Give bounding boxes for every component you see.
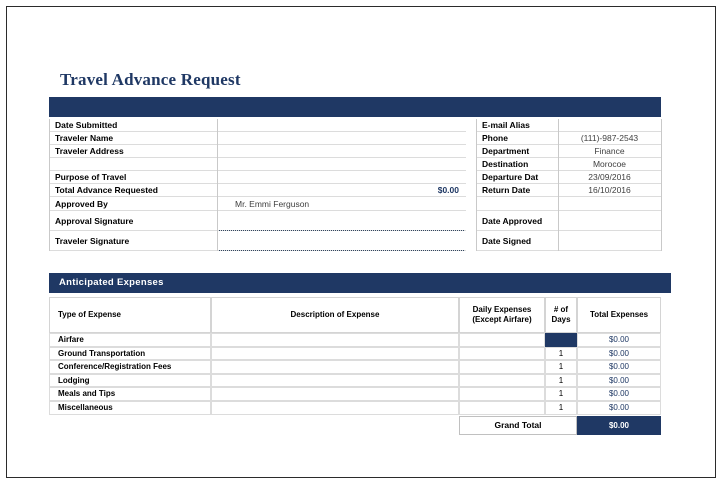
expense-row-total: $0.00 [577,374,661,388]
col-header-daily-line2: (Except Airfare) [472,315,532,324]
expense-row-description[interactable] [211,374,459,388]
expense-row-description[interactable] [211,347,459,361]
info-value-right-0[interactable] [558,119,661,132]
info-value-right-8[interactable] [558,231,661,251]
expense-row-days[interactable]: 1 [545,347,577,361]
info-label-left-2: Traveler Address [49,145,217,158]
info-label-left-0: Date Submitted [49,119,217,132]
expense-row-type: Airfare [49,333,211,347]
info-value-left-3[interactable] [217,158,466,171]
expense-row-type: Ground Transportation [49,347,211,361]
expense-row-days[interactable]: 1 [545,401,577,415]
grand-total-label: Grand Total [459,416,577,435]
info-label-left-4: Purpose of Travel [49,171,217,184]
expense-row-total: $0.00 [577,360,661,374]
info-label-right-5: Return Date [476,184,558,197]
col-header-daily-line1: Daily Expenses [472,305,532,314]
info-col-divider-2 [476,119,477,251]
traveler-signature-line[interactable] [219,250,464,251]
expense-row-type: Meals and Tips [49,387,211,401]
info-col-divider-4 [661,119,662,251]
expense-row-description[interactable] [211,360,459,374]
info-value-right-4[interactable]: 23/09/2016 [558,171,661,184]
info-value-left-7[interactable] [217,211,466,231]
expense-row-daily[interactable] [459,347,545,361]
expense-row-total: $0.00 [577,347,661,361]
info-col-divider-0 [49,119,50,251]
expense-row-total: $0.00 [577,387,661,401]
expense-row-type: Lodging [49,374,211,388]
expense-row-type: Miscellaneous [49,401,211,415]
info-label-left-3 [49,158,217,171]
info-value-right-1[interactable]: (111)-987-2543 [558,132,661,145]
info-label-right-1: Phone [476,132,558,145]
expense-row-daily[interactable] [459,374,545,388]
document-page [6,6,716,478]
expense-row-days[interactable]: 1 [545,374,577,388]
expense-row-daily[interactable] [459,401,545,415]
info-label-right-7: Date Approved [476,211,558,231]
info-label-right-3: Destination [476,158,558,171]
info-label-left-5: Total Advance Requested [49,184,217,197]
expense-row-days[interactable]: 1 [545,360,577,374]
expense-row-description[interactable] [211,401,459,415]
info-label-left-8: Traveler Signature [49,231,217,251]
info-col-divider-3 [558,119,559,251]
info-value-left-0[interactable] [217,119,466,132]
info-label-left-7: Approval Signature [49,211,217,231]
col-header-description: Description of Expense [211,297,459,333]
info-label-right-2: Department [476,145,558,158]
info-label-left-1: Traveler Name [49,132,217,145]
expense-row-type: Conference/Registration Fees [49,360,211,374]
info-value-left-8[interactable] [217,231,466,251]
col-header-type: Type of Expense [49,297,211,333]
info-label-right-4: Departure Dat [476,171,558,184]
page-title: Travel Advance Request [60,70,241,89]
info-label-left-6: Approved By [49,197,217,211]
col-header-days [545,297,577,333]
expense-row-daily[interactable] [459,333,545,347]
col-header-days-line1: # of [553,305,569,314]
info-label-right-8: Date Signed [476,231,558,251]
approval-signature-line[interactable] [219,230,464,231]
info-value-right-3[interactable]: Morocoe [558,158,661,171]
anticipated-expenses-header: Anticipated Expenses [49,273,671,293]
expense-row-total: $0.00 [577,401,661,415]
info-label-right-6 [476,197,558,211]
info-value-right-7[interactable] [558,211,661,231]
info-col-divider-1 [217,119,218,251]
info-value-right-6[interactable] [558,197,661,211]
expense-row-daily[interactable] [459,360,545,374]
info-value-left-4[interactable] [217,171,466,184]
col-header-days-line2: Days [551,315,571,324]
expense-row-total: $0.00 [577,333,661,347]
info-label-right-0: E-mail Alias [476,119,558,132]
expense-row-description[interactable] [211,387,459,401]
info-value-left-5: $0.00 [217,184,466,197]
info-value-right-2[interactable]: Finance [558,145,661,158]
grand-total-value: $0.00 [577,416,661,435]
expense-row-daily[interactable] [459,387,545,401]
info-value-left-6[interactable]: Mr. Emmi Ferguson [217,197,466,211]
col-header-daily [459,297,545,333]
info-value-left-2[interactable] [217,145,466,158]
info-value-left-1[interactable] [217,132,466,145]
col-header-total: Total Expenses [577,297,661,333]
expense-row-days[interactable] [545,333,577,347]
expense-row-days[interactable]: 1 [545,387,577,401]
info-value-right-5[interactable]: 16/10/2016 [558,184,661,197]
info-header-band [49,97,661,117]
expense-row-description[interactable] [211,333,459,347]
